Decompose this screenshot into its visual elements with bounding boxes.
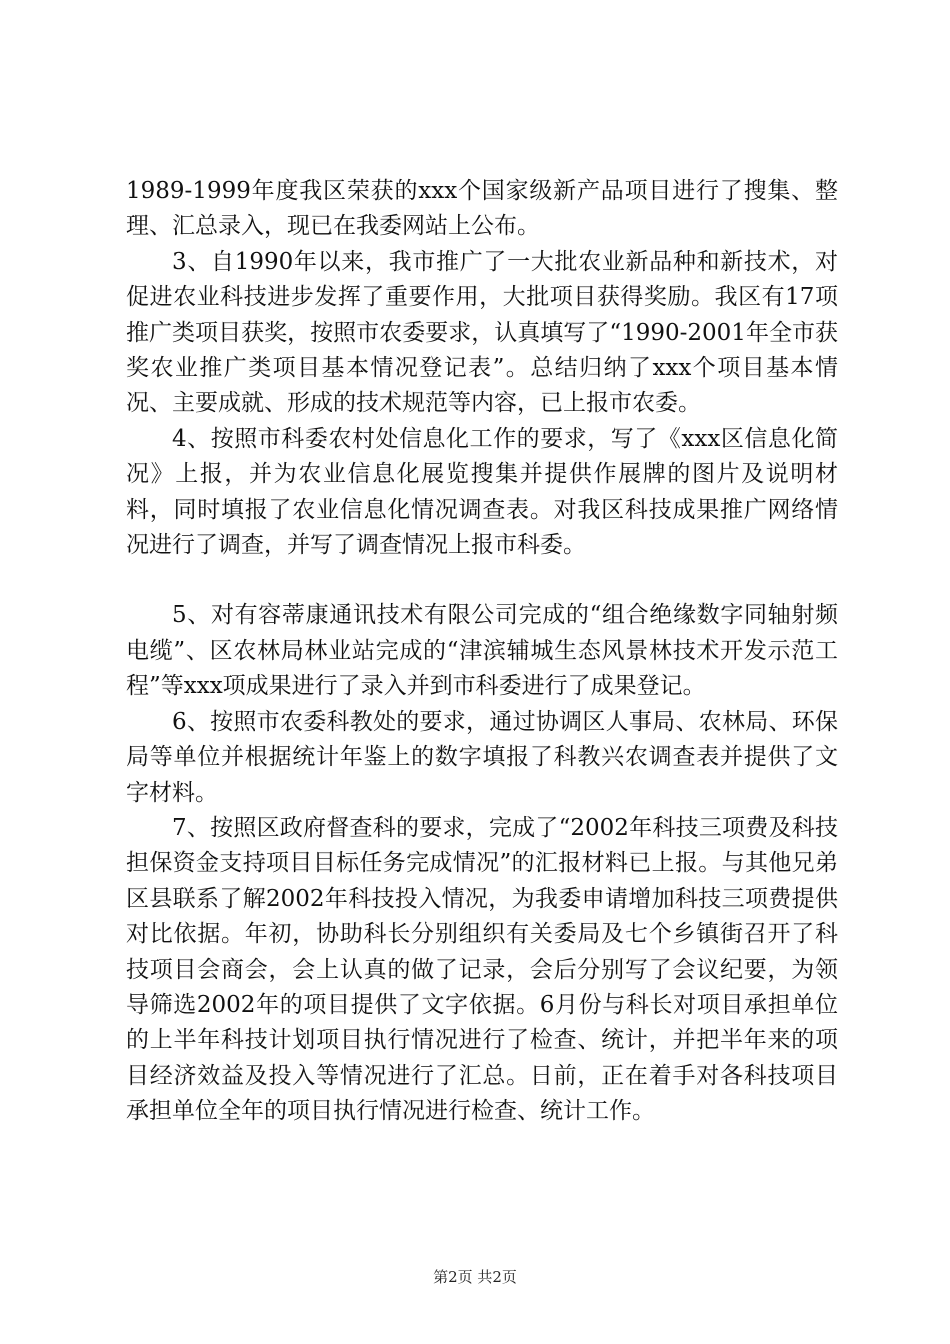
paragraph-item-4: 4、按照市科委农村处信息化工作的要求，写了《xxx区信息化简况》上报，并为农业信息化展览搜集并提供作展牌的图片及说明材料，同时填报了农业信息化情况调查表。对我区科技成果推广网络情况进行了调查，并写了调查情况上报市科委。 — [126, 425, 838, 559]
page-number-footer: 第2页 共2页 — [433, 1268, 517, 1286]
paragraph-item-3: 3、自1990年以来，我市推广了一大批农业新品种和新技术，对促进农业科技进步发挥了重要作用，大批项目获得奖励。我区有17项推广类项目获奖，按照市农委要求，认真填写了“1990-2001年全市获奖农业推广类项目基本情况登记表”。总结归纳了xxx个项目基本情况、主要成就、形成的技术规范等内容，已上报市农委。 — [126, 248, 838, 417]
paragraph-continuation: 1989-1999年度我区荣获的xxx个国家级新产品项目进行了搜集、整理、汇总录入，现已在我委网站上公布。 — [126, 178, 838, 240]
document-body — [126, 174, 838, 1130]
paragraph-item-6: 6、按照市农委科教处的要求，通过协调区人事局、农林局、环保局等单位并根据统计年鉴上的数字填报了科教兴农调查表并提供了文字材料。 — [126, 708, 838, 806]
paragraph-item-7: 7、按照区政府督查科的要求，完成了“2002年科技三项费及科技担保资金支持项目目标任务完成情况”的汇报材料已上报。与其他兄弟区县联系了解2002年科技投入情况，为我委申请增加科技三项费提供对比依据。年初，协助科长分别组织有关委局及七个乡镇街召开了科技项目会商会，会上认真的做了记录，会后分别写了会议纪要，为领导筛选2002年的项目提供了文字依据。6月份与科长对项目承担单位的上半年科技计划项目执行情况进行了检查、统计，并把半年来的项目经济效益及投入等情况进行了汇总。日前，正在着手对各科技项目承担单位全年的项目执行情况进行检查、统计工作。 — [126, 814, 838, 1125]
paragraph-item-5: 5、对有容蒂康通讯技术有限公司完成的“组合绝缘数字同轴射频电缆”、区农林局林业站完成的“津滨辅城生态风景林技术开发示范工程”等xxx项成果进行了录入并到市科委进行了成果登记。 — [126, 602, 838, 700]
